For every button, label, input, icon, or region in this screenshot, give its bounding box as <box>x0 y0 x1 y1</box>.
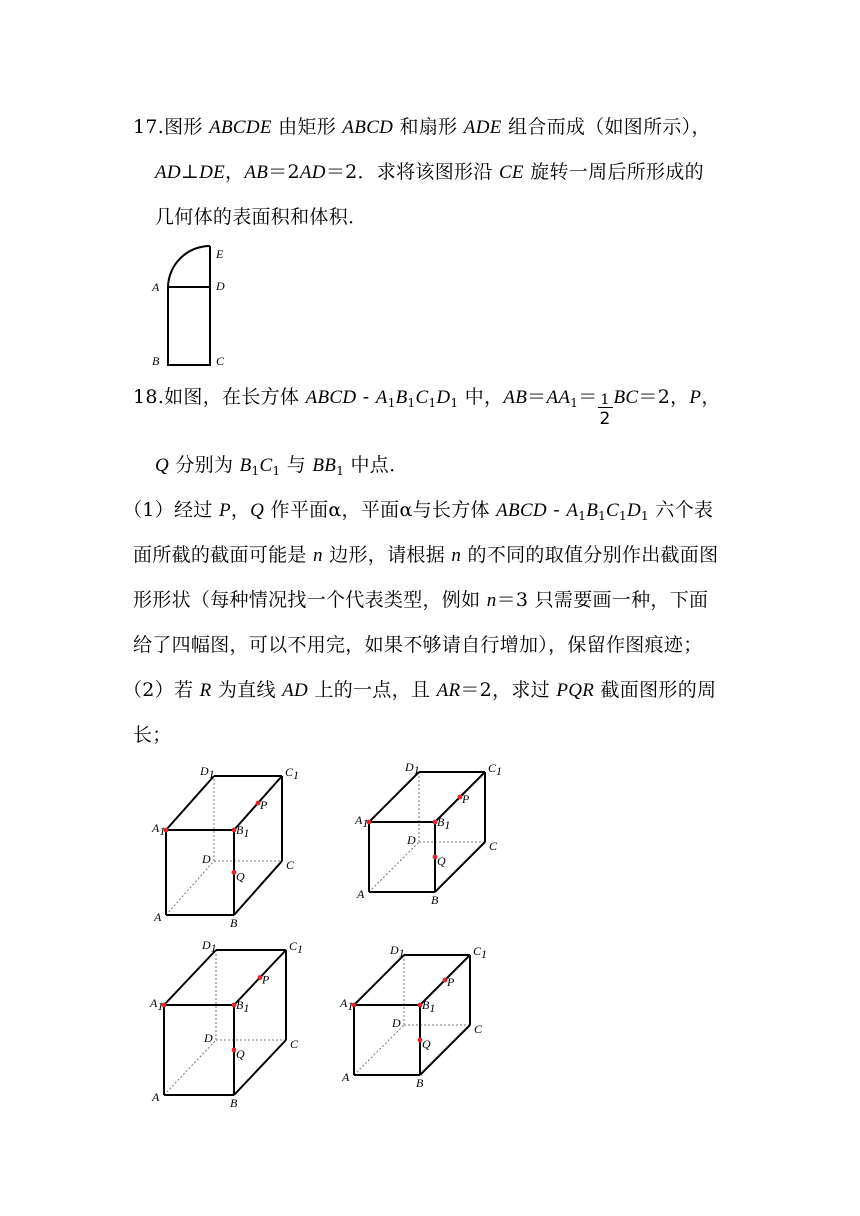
label-c: C <box>474 1022 483 1036</box>
edge-a1d1 <box>354 955 404 1005</box>
label-c1: C1 <box>488 761 503 778</box>
label-d1: D1 <box>405 760 420 777</box>
q17-label-a: A <box>152 280 160 294</box>
label-d: D <box>204 1031 213 1045</box>
label-d: D <box>392 1016 401 1030</box>
q18-number: 18. <box>133 386 165 408</box>
label-d1: D1 <box>390 943 405 960</box>
cuboid-figure-1 <box>150 764 300 930</box>
q17-line-1: 17.图形 ABCDE 由矩形 ABCD 和扇形 ADE 组合而成（如图所示）， <box>133 116 711 138</box>
label-b: B <box>230 1096 238 1110</box>
label-d1: D1 <box>202 938 217 955</box>
label-p: P <box>262 972 270 987</box>
q17-label-d: D <box>216 279 225 293</box>
q18-part1-line-3: 形形状（每种情况找一个代表类型，例如 n＝3 只需要画一种，下面 <box>133 589 709 611</box>
q18-part2-line-1: （2）若 R 为直线 AD 上的一点，且 AR＝2，求过 PQR 截面图形的周 <box>123 679 717 701</box>
q18-part1-line-1: （1）经过 P，Q 作平面α，平面α与长方体 ABCD ‐ $A_1B_1C_1D_1$ 六个表 <box>123 499 714 523</box>
cuboid-figure-4 <box>340 938 500 1088</box>
label-c1: C1 <box>473 944 488 961</box>
label-a1: A1 <box>152 821 166 838</box>
label-a: A <box>357 887 365 901</box>
label-p: P <box>260 798 268 812</box>
label-b1: B1 <box>236 823 250 840</box>
label-a1: A1 <box>150 996 164 1013</box>
label-a: A <box>154 910 162 924</box>
q17-label-e: E <box>216 247 224 261</box>
q17-line-3: 几何体的表面积和体积． <box>155 206 368 228</box>
q18-part1-line-4: 给了四幅图，可以不用完，如果不够请自行增加），保留作图痕迹； <box>133 634 703 656</box>
q17-line-2: AD⊥DE，AB＝2AD＝2．求将该图形沿 CE 旋转一周后所形成的 <box>155 161 704 183</box>
q18-line-1: 18.如图，在长方体 ABCD ‐ $A_1B_1C_1D_1$ 中，$AB=AA_1=$ $\frac{1}{2}$ BC＝2，P， <box>133 386 721 429</box>
q18-line-2: Q 分别为 $B_1C_1$ 与 $BB_1$ 中点． <box>155 454 409 478</box>
label-c1: C1 <box>285 765 300 782</box>
label-c: C <box>286 858 295 872</box>
label-a1: A1 <box>355 813 369 830</box>
q17-figure <box>148 246 238 371</box>
label-b1: B1 <box>422 998 436 1015</box>
label-q: Q <box>236 869 245 884</box>
q17-sector-arc <box>168 246 210 287</box>
label-d: D <box>202 852 211 866</box>
label-c1: C1 <box>289 939 304 956</box>
edge-ad-hidden <box>369 842 419 892</box>
label-a: A <box>342 1070 350 1084</box>
label-q: Q <box>422 1037 431 1051</box>
q17-rectangle-abcd <box>168 287 210 365</box>
edge-ad-hidden <box>354 1025 404 1075</box>
label-b1: B1 <box>437 815 451 832</box>
edge-a1d1 <box>166 776 214 830</box>
edge-ad-hidden <box>166 861 214 915</box>
label-c: C <box>290 1037 299 1051</box>
q17-label-c: C <box>216 354 225 368</box>
label-b: B <box>431 893 439 907</box>
edge-a1d1 <box>369 772 419 822</box>
label-q: Q <box>437 854 446 868</box>
q17-label-b: B <box>152 354 160 368</box>
label-d1: D1 <box>200 764 215 781</box>
edge-ad-hidden <box>164 1040 216 1095</box>
q18-part1-line-2: 面所截的截面可能是 n 边形，请根据 n 的不同的取值分别作出截面图 <box>133 544 719 566</box>
label-c: C <box>489 839 498 853</box>
q18-part2-line-2: 长； <box>133 724 172 746</box>
label-b: B <box>416 1076 424 1090</box>
label-a: A <box>152 1090 160 1104</box>
label-p: P <box>462 792 470 806</box>
q17-number: 17. <box>133 116 165 138</box>
label-b: B <box>230 916 238 930</box>
q18-fraction-half: $\frac{1}{2}$ <box>599 392 611 429</box>
label-b1: B1 <box>236 998 250 1015</box>
label-q: Q <box>236 1047 245 1061</box>
label-a1: A1 <box>340 996 354 1013</box>
edge-a1d1 <box>164 950 216 1005</box>
label-d: D <box>407 833 416 847</box>
label-p: P <box>447 975 455 989</box>
cuboid-figure-2 <box>353 760 503 910</box>
cuboid-figure-3 <box>150 938 304 1110</box>
